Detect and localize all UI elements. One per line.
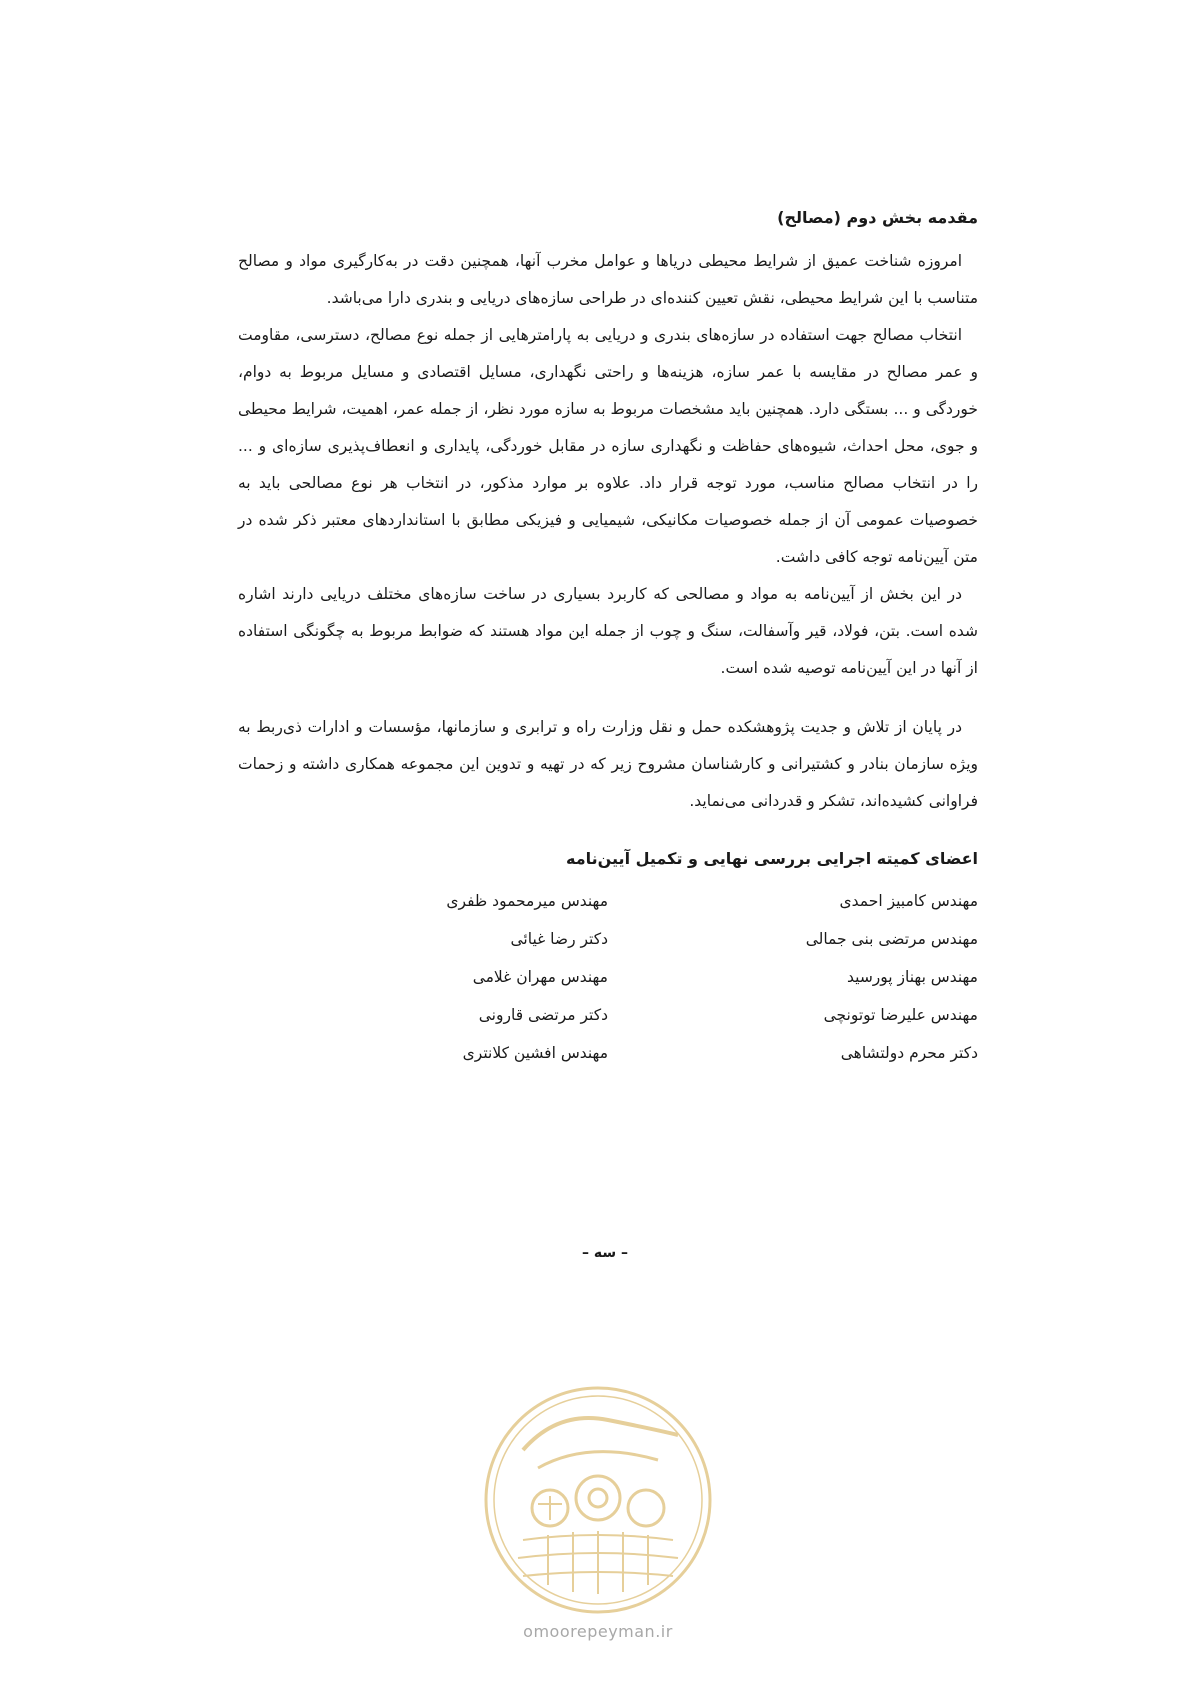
- member-name: مهندس بهناز پورسید: [847, 968, 978, 986]
- committee-title: اعضای کمیته اجرایی بررسی نهایی و تکمیل آیین‌نامه: [566, 849, 978, 868]
- member-name: مهندس میرمحمود ظفری: [446, 892, 608, 910]
- section-title: مقدمه بخش دوم (مصالح): [777, 208, 978, 227]
- spacer: [238, 687, 978, 709]
- member-name: دکتر رضا غیائی: [510, 930, 608, 948]
- member-name: مهندس مهران غلامی: [472, 968, 608, 986]
- document-body: [238, 205, 978, 1072]
- member-name: مهندس کامبیز احمدی: [839, 892, 978, 910]
- acknowledgement-paragraph: در پایان از تلاش و جدیت پژوهشکده حمل و نقل وزارت راه و ترابری و سازمانها، مؤسسات و ادارات ذی‌ربط به ویژه سازمان بنادر و کشتیرانی و کارشناسان مشروح زیر که در تهیه و تدوین این مجموعه همکاری داشته و زحمات فراوانی کشیده‌اند، تشکر و قدردانی می‌نماید.: [238, 718, 978, 810]
- paragraph-2: انتخاب مصالح جهت استفاده در سازه‌های بندری و دریایی به پارامترهایی از جمله نوع مصالح، دسترسی، مقاومت و عمر مصالح در مقایسه با عمر سازه، هزینه‌ها و راحتی نگهداری، مسایل اقتصادی و مسایل مربوط به دوام، خوردگی و ... بستگی دارد. همچنین باید مشخصات مربوط به سازه مورد نظر، از جمله عمر، اهمیت، شرایط محیطی و جوی، محل احداث، شیوه‌های حفاظت و نگهداری سازه در مقابل خوردگی، پایداری و انعطاف‌پذیری سازه‌ای و ... را در انتخاب مصالح مناسب، مورد توجه قرار داد. علاوه بر موارد مذکور، در انتخاب هر نوع مصالحی باید به خصوصیات عمومی آن از جمله خصوصیات مکانیکی، شیمیایی و فیزیکی مطابق با استانداردهای معتبر ذکر شده در متن آیین‌نامه توجه کافی داشت.: [238, 326, 978, 566]
- members-right-column: [608, 882, 978, 1072]
- page-number: – سه –: [581, 1245, 628, 1261]
- member-name: دکتر مرتضی قارونی: [478, 1006, 608, 1024]
- member-name: مهندس افشین کلانتری: [462, 1044, 608, 1062]
- watermark-url: omoorepeyman.ir: [523, 1622, 673, 1641]
- paragraph-1: امروزه شناخت عمیق از شرایط محیطی دریاها و عوامل مخرب آنها، همچنین دقت در به‌کارگیری مواد و مصالح متناسب با این شرایط محیطی، نقش تعیین کننده‌ای در طراحی سازه‌های دریایی و بندری دارا می‌باشد.: [238, 252, 978, 307]
- watermark-logo-icon: [478, 1380, 718, 1620]
- member-name: مهندس علیرضا توتونچی: [823, 1006, 978, 1024]
- member-name: مهندس مرتضی بنی جمالی: [805, 930, 978, 948]
- paragraph-3: در این بخش از آیین‌نامه به مواد و مصالحی که کاربرد بسیاری در ساخت سازه‌های مختلف دریایی دارند اشاره شده است. بتن، فولاد، قیر وآسفالت، سنگ و چوب از جمله این مواد هستند که ضوابط مربوط به چگونگی استفاده از آنها در این آیین‌نامه توصیه شده است.: [238, 585, 978, 677]
- committee-members: [238, 882, 978, 1072]
- member-name: دکتر محرم دولتشاهی: [840, 1044, 978, 1062]
- members-left-column: [238, 882, 608, 1072]
